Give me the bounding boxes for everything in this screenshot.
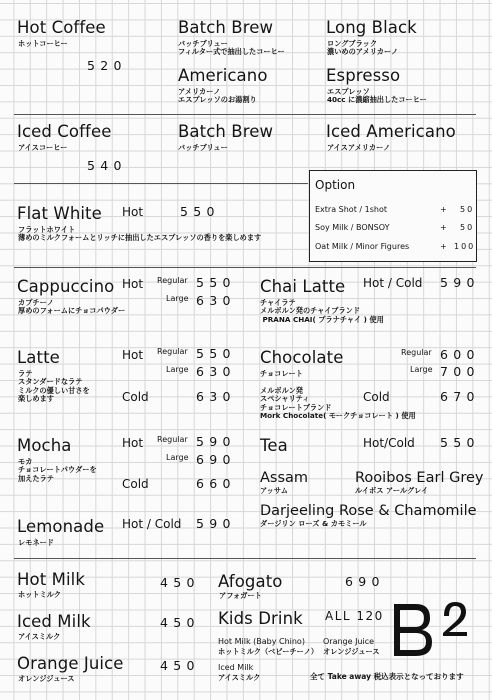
hot-milk-title: Hot Milk [17, 570, 85, 589]
batch-brew-hot-desc: バッチブリュー フィルター式で抽出したコーヒー [178, 39, 285, 57]
cappuccino-size: Large [166, 294, 189, 303]
mocha-size: Large [166, 453, 189, 462]
hot-milk-jp: ホットミルク [18, 590, 61, 599]
iced-coffee-title: Iced Coffee [17, 122, 112, 141]
latte-size: Regular [157, 347, 188, 356]
tea-temp: Hot/Cold [363, 436, 415, 450]
espresso-desc: エスプレッソ 40cc に濃縮抽出したコーヒー [327, 87, 427, 105]
orange-juice-price: 450 [160, 658, 200, 673]
chocolate-title: Chocolate [260, 348, 344, 367]
iced-coffee-jp: アイスコーヒー [18, 143, 68, 152]
b-squared-logo [388, 598, 478, 664]
chocolate-size: Regular [401, 348, 432, 357]
hot-coffee-title: Hot Coffee [17, 18, 106, 37]
lemonade-title: Lemonade [17, 517, 105, 536]
section-divider [14, 558, 476, 559]
latte-price: 630 [196, 364, 236, 379]
chocolate-price-cold: 670 [440, 389, 480, 404]
chai-latte-title: Chai Latte [260, 277, 346, 296]
chocolate-desc: チョコレート メルボルン発 スペシャリティ チョコレートブランド Mork Chocolate( モークチョコレート ) 使用 [260, 369, 416, 421]
americano-desc: アメリカーノ エスプレッソのお湯割り [178, 87, 257, 105]
latte-price: 550 [196, 346, 236, 361]
mocha-size: Regular [157, 435, 188, 444]
option-sign: + [440, 242, 447, 251]
kids-orange-juice-jp: オレンジジュース [323, 647, 380, 656]
hot-milk-price: 450 [160, 575, 200, 590]
chai-latte-price: 590 [440, 275, 480, 290]
chai-latte-temp: Hot / Cold [363, 276, 423, 290]
mocha-temp-hot: Hot [122, 436, 144, 450]
tea-price: 550 [440, 435, 480, 450]
affogato-title: Afogato [218, 572, 283, 591]
darjeeling-jp: ダージリン ローズ & カモミール [260, 519, 367, 528]
option-price: 50 [460, 205, 475, 214]
latte-price-cold: 630 [196, 389, 236, 404]
cappuccino-size: Regular [157, 276, 188, 285]
cappuccino-price: 550 [196, 275, 236, 290]
lemonade-jp: レモネード [18, 538, 54, 547]
latte-temp-hot: Hot [122, 348, 144, 362]
option-label: Oat Milk / Minor Figures [315, 242, 410, 251]
orange-juice-jp: オレンジジュース [18, 674, 75, 683]
cappuccino-price: 630 [196, 293, 236, 308]
batch-brew-iced-title: Batch Brew [178, 122, 274, 141]
option-title: Option [315, 178, 356, 192]
section-divider [14, 267, 476, 268]
option-label: Soy Milk / BONSOY [315, 223, 390, 232]
batch-brew-hot-title: Batch Brew [178, 18, 274, 37]
option-label: Extra Shot / 1shot [315, 205, 387, 214]
tea-title: Tea [260, 436, 288, 455]
assam-jp: アッサム [260, 486, 288, 495]
latte-size: Large [166, 365, 189, 374]
kids-drink-price: ALL 120 [325, 609, 384, 623]
darjeeling-title: Darjeeling Rose & Chamomile [260, 503, 477, 519]
espresso-title: Espresso [326, 66, 401, 85]
chocolate-temp-cold: Cold [363, 390, 390, 404]
flat-white-desc: フラットホワイト 薄めのミルクフォームとリッチに抽出したエスプレッソの香りを楽しめます [18, 225, 262, 243]
chocolate-price: 600 [440, 347, 480, 362]
americano-title: Americano [178, 66, 268, 85]
mocha-price-cold: 660 [196, 476, 236, 491]
kids-drink-title: Kids Drink [218, 609, 303, 628]
cappuccino-title: Cappuccino [17, 277, 115, 296]
orange-juice-title: Orange Juice [17, 654, 124, 673]
latte-temp-cold: Cold [122, 390, 149, 404]
option-price: 100 [454, 242, 476, 251]
assam-title: Assam [260, 470, 309, 486]
chocolate-size: Large [410, 365, 433, 374]
affogato-price: 690 [345, 574, 385, 589]
option-sign: + [440, 205, 447, 214]
iced-milk-jp: アイスミルク [18, 632, 61, 641]
hot-coffee-jp: ホットコーヒー [18, 39, 68, 48]
chocolate-price: 700 [440, 364, 480, 379]
cappuccino-desc: カプチーノ 厚めのフォームにチョコパウダー [18, 298, 126, 316]
kids-hot-milk-jp: ホットミルク（ベビーチーノ） [218, 647, 319, 656]
latte-title: Latte [17, 348, 60, 367]
rooibos-title: Rooibos Earl Grey [355, 470, 484, 486]
cappuccino-temp: Hot [122, 277, 144, 291]
mocha-temp-cold: Cold [122, 477, 149, 491]
iced-milk-title: Iced Milk [17, 612, 91, 631]
footer-note: 全て Take away 税込表示となっております [310, 672, 464, 681]
section-divider [14, 114, 476, 115]
option-price: 50 [460, 223, 475, 232]
iced-coffee-price: 540 [87, 158, 127, 173]
kids-iced-milk-title: Iced Milk [218, 663, 254, 672]
mocha-desc: モカ チョコレートパウダーを 加えたラテ [18, 457, 97, 483]
lemonade-temp: Hot / Cold [122, 517, 182, 531]
rooibos-jp: ルイボス アールグレイ [355, 486, 429, 495]
iced-milk-price: 450 [160, 615, 200, 630]
long-black-title: Long Black [326, 18, 417, 37]
latte-desc: ラテ スタンダードなラテ ミルクの優しい甘さを 楽しめます [18, 369, 90, 404]
kids-hot-milk-title: Hot Milk (Baby Chino) [218, 637, 305, 646]
kids-orange-juice-title: Orange Juice [323, 637, 375, 646]
kids-iced-milk-jp: アイスミルク [218, 673, 261, 682]
iced-americano-desc: アイスアメリカーノ [327, 143, 391, 152]
mocha-title: Mocha [17, 436, 72, 455]
chai-latte-desc: チャイラテ メルボルン発のチャイブランド PRANA CHAI( プラナチャイ ) 使用 [260, 298, 384, 324]
batch-brew-iced-desc: バッチブリュー [178, 143, 228, 152]
flat-white-price: 550 [180, 204, 220, 219]
hot-coffee-price: 520 [87, 58, 127, 73]
long-black-desc: ロングブラック 濃いめのアメリカーノ [327, 39, 399, 57]
iced-americano-title: Iced Americano [326, 122, 456, 141]
mocha-price: 690 [196, 452, 236, 467]
affogato-jp: アフォガート [219, 591, 262, 600]
flat-white-title: Flat White [17, 204, 102, 223]
lemonade-price: 590 [196, 516, 236, 531]
section-divider [14, 183, 308, 184]
option-sign: + [440, 223, 447, 232]
flat-white-temp: Hot [122, 205, 144, 219]
mocha-price: 590 [196, 434, 236, 449]
